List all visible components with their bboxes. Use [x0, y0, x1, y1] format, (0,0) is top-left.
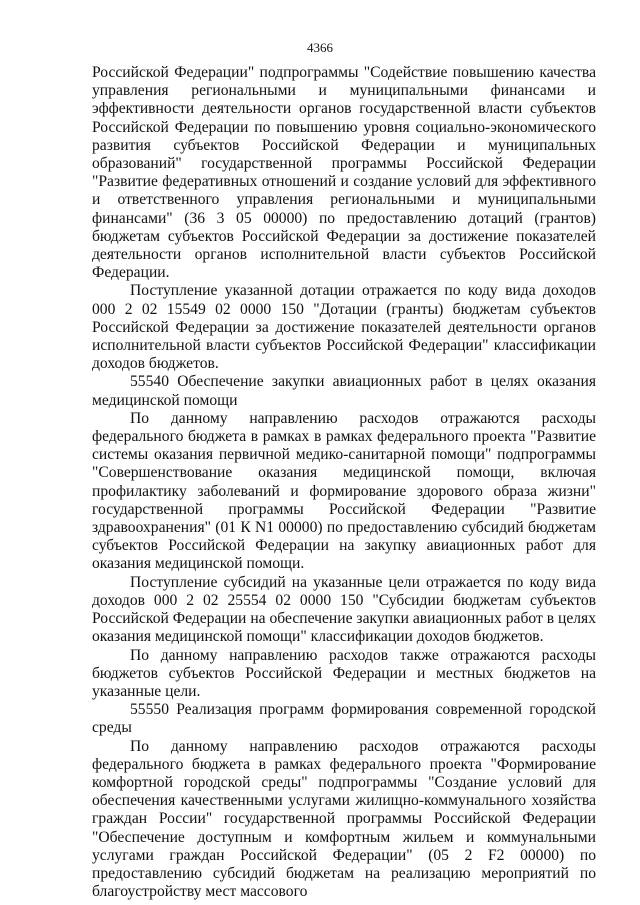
paragraph-continuation: Российской Федерации" подпрограммы "Содействие повышению качества управления региональными и муниципальными финансами и эффективности деятельности органов государственной власти субъектов Российской Федерации по повышению уровня социально-экономического развития субъектов Российской Федерации и муниципальных образований" государственной программы Российской Федерации "Развитие федеративных отношений и создание условий для эффективного и ответственного управления региональными и муниципальными финансами" (36 3 05 00000) по предоставлению дотаций (грантов) бюджетам субъектов Российской Федерации за достижение показателей деятельности органов исполнительной власти субъектов Российской Федерации. — [92, 64, 596, 282]
document-body — [92, 64, 596, 901]
paragraph-regional-budgets: По данному направлению расходов также отражаются расходы бюджетов субъектов Российской Федерации и местных бюджетов на указанные цели. — [92, 646, 596, 700]
paragraph-revenue-subsidy-aviation: Поступление субсидий на указанные цели отражается по коду вида доходов 000 2 02 25554 02 0000 150 "Субсидии бюджетам субъектов Российской Федерации на обеспечение закупки авиационных работ в целях оказания медицинской помощи" классификации доходов бюджетов. — [92, 573, 596, 646]
paragraph-urban-environment: По данному направлению расходов отражаются расходы федерального бюджета в рамках федерального проекта "Формирование комфортной городской среды" подпрограммы "Создание условий для обеспечения качественными услугами жилищно-коммунального хозяйства граждан России" государственной программы Российской Федерации "Обеспечение доступным и комфортным жильем и коммунальными услугами граждан Российской Федерации" (05 2 F2 00000) по предоставлению субсидий бюджетам на реализацию мероприятий по благоустройству мест массового — [92, 737, 596, 901]
section-heading-55550: 55550 Реализация программ формирования современной городской среды — [92, 701, 596, 737]
paragraph-aviation-expenses: По данному направлению расходов отражаются расходы федерального бюджета в рамках в рамках федерального проекта "Развитие системы оказания первичной медико-санитарной помощи" подпрограммы "Совершенствование оказания медицинской помощи, включая профилактику заболеваний и формирование здорового образа жизни" государственной программы Российской Федерации "Развитие здравоохранения" (01 К N1 00000) по предоставлению субсидий бюджетам субъектов Российской Федерации на закупку авиационных работ для оказания медицинской помощи. — [92, 409, 596, 573]
paragraph-revenue-dotation: Поступление указанной дотации отражается по коду вида доходов 000 2 02 15549 02 0000 150 "Дотации (гранты) бюджетам субъектов Российской Федерации за достижение показателей деятельности органов исполнительной власти субъектов Российской Федерации" классификации доходов бюджетов. — [92, 282, 596, 373]
section-heading-55540: 55540 Обеспечение закупки авиационных работ в целях оказания медицинской помощи — [92, 373, 596, 409]
page-number: 4366 — [307, 40, 333, 55]
